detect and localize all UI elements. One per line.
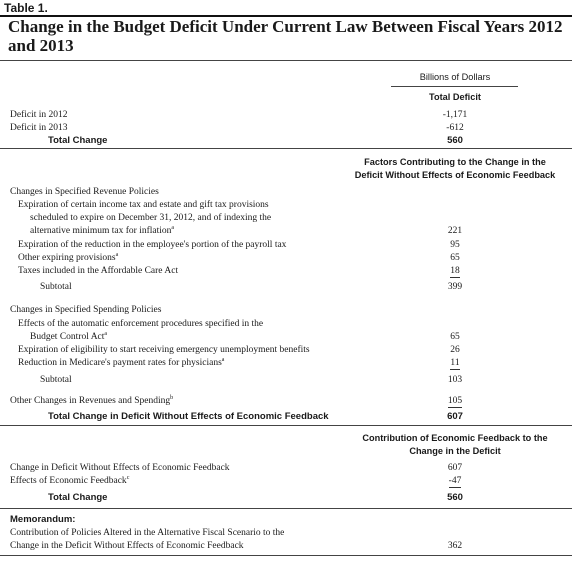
table-row [0,264,576,278]
row-label-wrap [10,394,173,408]
row-value-wrap [380,394,530,408]
row-label: Change in the Deficit Without Effects of Economic Feedback [10,541,244,551]
footnote-marker: b [170,394,174,401]
row-label: Deficit in 2013 [10,123,68,133]
table-row [0,211,576,225]
row-value: 11 [450,358,460,368]
table-title: Change in the Budget Deficit Under Current Law Between Fiscal Years 2012 and 2013 [8,17,563,55]
row-value: 65 [450,332,460,342]
row-value: 103 [447,375,463,385]
total-deficit-header: Total Deficit [429,92,481,102]
memo-heading: Memorandum: [10,514,76,525]
row-label: Subtotal [40,282,72,292]
row-label-wrap [30,330,107,344]
table-row [0,317,576,331]
row-value: 26 [450,345,460,355]
section-heading [0,185,576,199]
row-label: Other Changes in Revenues and Spending [10,396,171,406]
table-row [0,108,576,122]
row-label: Expiration of eligibility to start receiving emergency unemployment benefits [18,345,310,355]
feedback-header-line1: Contribution of Economic Feedback to the [362,433,548,443]
table-row-subtotal [0,280,576,294]
row-label: Budget Control Act [30,332,105,342]
table-row-total [0,491,576,505]
table-row [0,121,576,135]
row-value: 65 [450,253,460,263]
feedback-header-line2: Change in the Deficit [409,445,501,456]
row-value: 560 [447,135,463,146]
row-label: Effects of the automatic enforcement procedures specified in the [18,319,264,329]
title-rule [0,60,572,61]
row-label: Total Change [48,135,108,146]
row-label: Change in Deficit Without Effects of Economic Feedback [10,463,230,473]
table-row-total [0,410,576,424]
row-label: Effects of Economic Feedback [10,476,127,486]
table-row [0,224,576,238]
row-label: Deficit in 2012 [10,110,68,120]
section-heading [0,303,576,317]
table-row [0,461,576,475]
row-value: 399 [447,282,463,292]
revenue-heading: Changes in Specified Revenue Policies [10,187,159,197]
units-rule [391,86,518,87]
row-label-wrap [18,356,224,370]
bottom-rule [0,555,572,556]
memo-heading-row [0,513,576,527]
factors-header-line2: Deficit Without Effects of Economic Feedback [354,169,556,180]
row-label: Expiration of the reduction in the employee's portion of the payroll tax [18,240,287,250]
table-row [0,394,576,408]
row-label-wrap [30,224,174,238]
row-label-wrap [18,251,118,265]
row-value-wrap [380,356,530,370]
row-label: Total Change [48,492,108,503]
footnote-marker: a [115,251,119,258]
factors-header-line1: Factors Contributing to the Change in the [364,157,546,167]
row-label: scheduled to expire on December 31, 2012, and of indexing the [30,213,272,223]
row-value: 18 [450,266,460,276]
row-value: 607 [447,411,463,422]
footnote-marker: a [104,330,108,337]
row-value: 607 [447,463,463,473]
footnote-marker: a [171,224,175,231]
factors-header [330,156,576,181]
table-row [0,343,576,357]
feedback-header [330,432,576,457]
row-label: Other expiring provisions [18,253,116,263]
table-row [0,526,576,540]
row-label: Subtotal [40,375,72,385]
row-value: 105 [447,396,463,406]
spending-heading: Changes in Specified Spending Policies [10,305,162,315]
row-label: Taxes included in the Affordable Care Act [18,266,179,276]
table-row [0,238,576,252]
section-rule [0,425,572,426]
footnote-marker: a [221,356,225,363]
table-row [0,198,576,212]
row-value: 221 [447,226,463,236]
table-row [0,330,576,344]
row-label: Reduction in Medicare's payment rates for physicians [18,358,222,368]
row-label: Contribution of Policies Altered in the Alternative Fiscal Scenario to the [10,528,285,538]
row-value: -1,171 [442,110,468,120]
table-row [0,474,576,488]
table-row-subtotal [0,373,576,387]
row-value-wrap [380,264,530,278]
table-label: Table 1. [4,1,48,15]
row-value-wrap [380,474,530,488]
row-value: 362 [447,541,463,551]
row-value: 560 [447,492,463,503]
table-row-total [0,134,576,148]
row-label-wrap [10,474,129,488]
units-label: Billions of Dollars [419,72,491,82]
row-value: 95 [450,240,460,250]
table-row [0,356,576,370]
row-label: Total Change in Deficit Without Effects of Economic Feedback [48,411,329,422]
row-value: -612 [446,123,464,133]
footnote-marker: c [126,474,130,481]
row-label: Expiration of certain income tax and estate and gift tax provisions [18,200,269,210]
row-value: -47 [448,476,462,486]
table-row [0,251,576,265]
row-label: alternative minimum tax for inflation [30,226,172,236]
section-rule [0,148,572,149]
table-row [0,539,576,553]
section-rule [0,508,572,509]
